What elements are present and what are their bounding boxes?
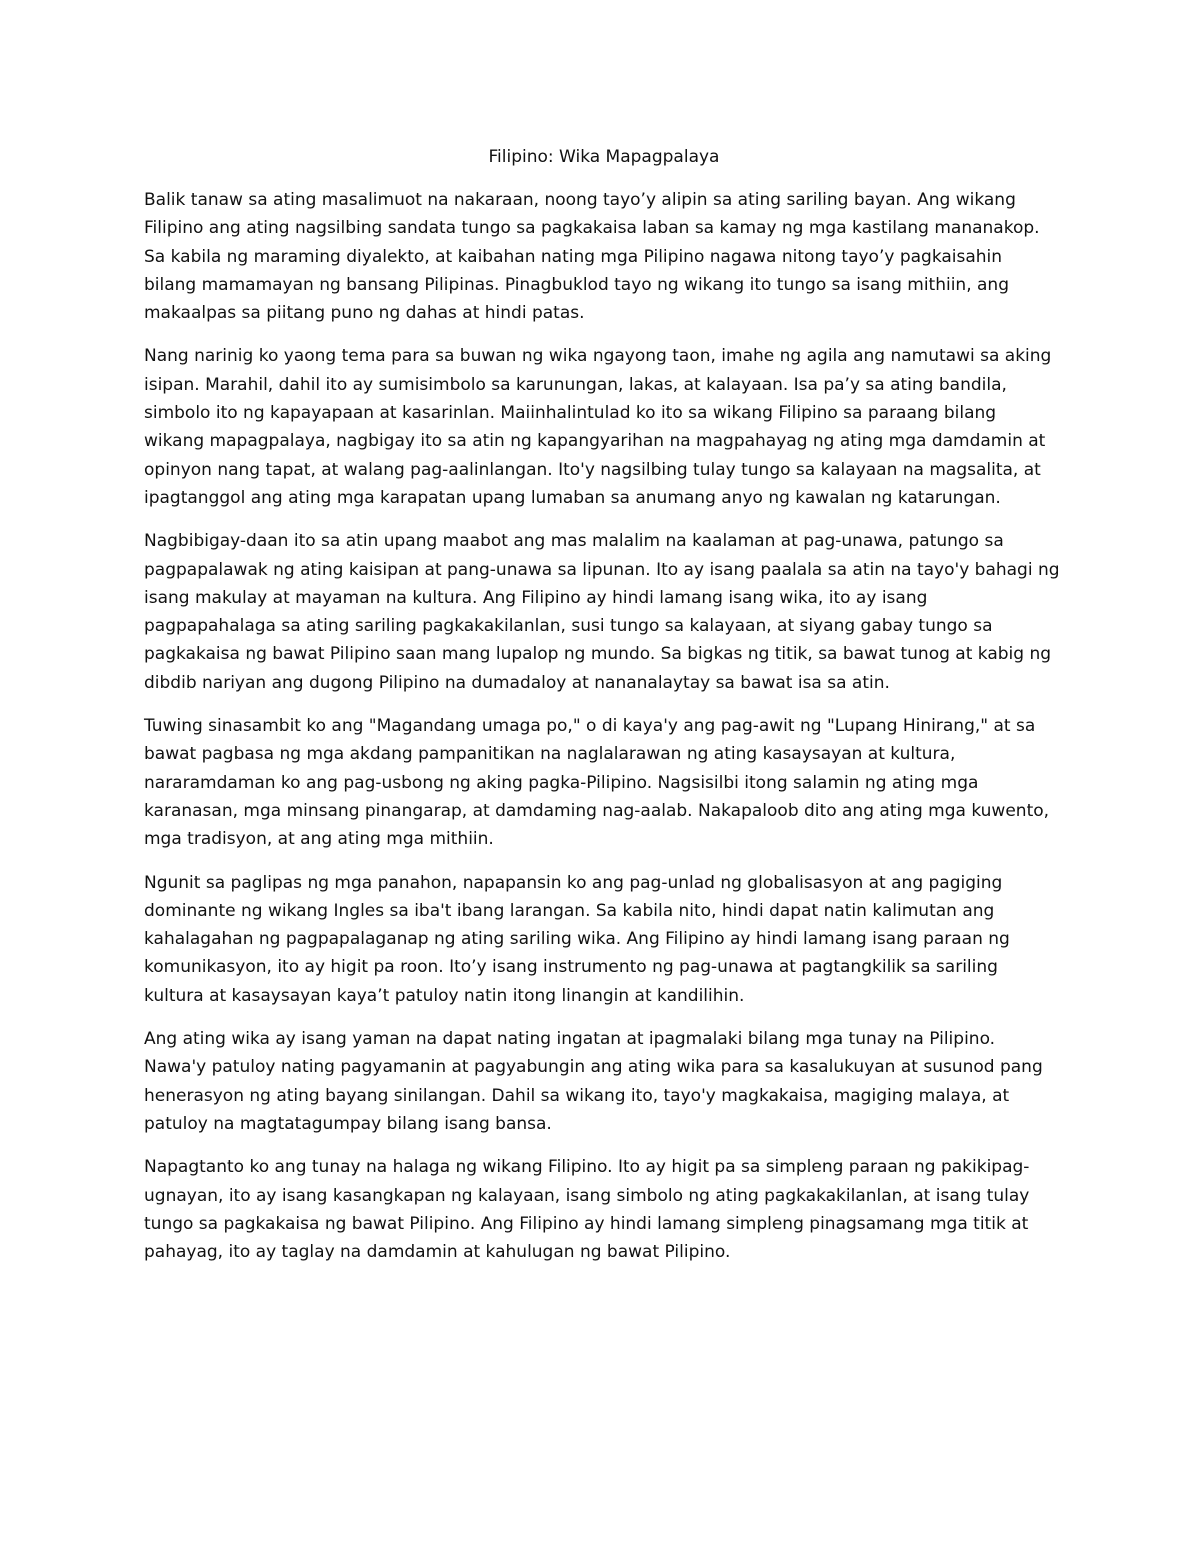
paragraph-line: Napagtanto ko ang tunay na halaga ng wikang Filipino. Ito ay higit pa sa simpleng paraan ng pakikipag-	[144, 1157, 1030, 1178]
paragraph-7	[144, 1153, 1064, 1266]
paragraph-6	[144, 1025, 1064, 1138]
paragraph-1	[144, 186, 1064, 327]
paragraph-line: bilang mamamayan ng bansang Pilipinas. Pinagbuklod tayo ng wikang ito tungo sa isang mithiin, ang	[144, 274, 1009, 295]
paragraph-line: tungo sa pagkakaisa ng bawat Pilipino. Ang Filipino ay hindi lamang simpleng pinagsamang mga titik at	[144, 1213, 1029, 1234]
paragraph-line: komunikasyon, ito ay higit pa roon. Ito’y isang instrumento ng pag-unawa at pagtangkilik sa sariling	[144, 957, 998, 978]
paragraph-line: opinyon nang tapat, at walang pag-aalinlangan. Ito'y nagsilbing tulay tungo sa kalayaan na magsalita, at	[144, 459, 1041, 480]
paragraph-4	[144, 712, 1064, 853]
paragraph-line: nararamdaman ko ang pag-usbong ng aking pagka-Pilipino. Nagsisilbi itong salamin ng ating mga	[144, 772, 979, 793]
paragraph-line: kahalagahan ng pagpapalaganap ng ating sariling wika. Ang Filipino ay hindi lamang isang paraan ng	[144, 929, 1010, 950]
paragraph-line: Ngunit sa paglipas ng mga panahon, napapansin ko ang pag-unlad ng globalisasyon at ang pagiging	[144, 872, 1003, 893]
paragraph-line: karanasan, mga minsang pinangarap, at damdaming nag-aalab. Nakapaloob dito ang ating mga kuwento,	[144, 800, 1050, 821]
paragraph-line: Filipino ang ating nagsilbing sandata tungo sa pagkakaisa laban sa kamay ng mga kastilang mananakop.	[144, 218, 1040, 239]
paragraph-line: henerasyon ng ating bayang sinilangan. Dahil sa wikang ito, tayo'y magkakaisa, magiging malaya, at	[144, 1085, 1010, 1106]
paragraph-line: Sa kabila ng maraming diyalekto, at kaibahan nating mga Pilipino nagawa nitong tayo’y pagkaisahin	[144, 246, 1003, 267]
paragraphs-container	[144, 186, 1064, 1266]
paragraph-2	[144, 342, 1064, 512]
paragraph-5	[144, 869, 1064, 1010]
paragraph-line: Nang narinig ko yaong tema para sa buwan ng wika ngayong taon, imahe ng agila ang namutawi sa aking	[144, 346, 1052, 367]
paragraph-line: bawat pagbasa ng mga akdang pampanitikan na naglalarawan ng ating kasaysayan at kultura,	[144, 744, 956, 765]
paragraph-line: dominante ng wikang Ingles sa iba't ibang larangan. Sa kabila nito, hindi dapat natin kalimutan ang	[144, 900, 995, 921]
paragraph-line: Tuwing sinasambit ko ang "Magandang umaga po," o di kaya'y ang pag-awit ng "Lupang Hinirang," at sa	[144, 716, 1036, 737]
paragraph-line: wikang mapagpalaya, nagbigay ito sa atin ng kapangyarihan na magpahayag ng ating mga damdamin at	[144, 431, 1046, 452]
paragraph-line: dibdib nariyan ang dugong Pilipino na dumadaloy at nananalaytay sa bawat isa sa atin.	[144, 672, 890, 693]
paragraph-line: Nawa'y patuloy nating pagyamanin at pagyabungin ang ating wika para sa kasalukuyan at susunod pang	[144, 1057, 1043, 1078]
paragraph-line: Ang ating wika ay isang yaman na dapat nating ingatan at ipagmalaki bilang mga tunay na Pilipino.	[144, 1029, 996, 1050]
paragraph-line: makaalpas sa piitang puno ng dahas at hindi patas.	[144, 303, 585, 324]
paragraph-line: pagpapalawak ng ating kaisipan at pang-unawa sa lipunan. Ito ay isang paalala sa atin na tayo'y bahagi ng	[144, 559, 1060, 580]
paragraph-line: Nagbibigay-daan ito sa atin upang maabot ang mas malalim na kaalaman at pag-unawa, patungo sa	[144, 531, 1004, 552]
paragraph-line: simbolo ito ng kapayapaan at kasarinlan. Maiinhalintulad ko ito sa wikang Filipino sa paraang bilang	[144, 403, 997, 424]
document-body	[144, 143, 1064, 1281]
paragraph-line: pagpapahalaga sa ating sariling pagkakakilanlan, susi tungo sa kalayaan, at siyang gabay tungo sa	[144, 616, 993, 637]
paragraph-line: ugnayan, ito ay isang kasangkapan ng kalayaan, isang simbolo ng ating pagkakakilanlan, at isang tulay	[144, 1185, 1030, 1206]
paragraph-line: isipan. Marahil, dahil ito ay sumisimbolo sa karunungan, lakas, at kalayaan. Isa pa’y sa ating bandila,	[144, 374, 1007, 395]
paragraph-3	[144, 527, 1064, 697]
paragraph-line: ipagtanggol ang ating mga karapatan upang lumaban sa anumang anyo ng kawalan ng katarungan.	[144, 487, 1001, 508]
paragraph-line: kultura at kasaysayan kaya’t patuloy natin itong linangin at kandilihin.	[144, 985, 745, 1006]
document-title: Filipino: Wika Mapagpalaya	[488, 147, 720, 167]
paragraph-line: pagkakaisa ng bawat Pilipino saan mang lupalop ng mundo. Sa bigkas ng titik, sa bawat tunog at kabig ng	[144, 644, 1052, 665]
paragraph-line: pahayag, ito ay taglay na damdamin at kahulugan ng bawat Pilipino.	[144, 1242, 731, 1263]
paragraph-line: mga tradisyon, at ang ating mga mithiin.	[144, 829, 494, 850]
paragraph-line: patuloy na magtatagumpay bilang isang bansa.	[144, 1113, 552, 1134]
paragraph-line: Balik tanaw sa ating masalimuot na nakaraan, noong tayo’y alipin sa ating sariling bayan. Ang wikang	[144, 190, 1016, 210]
paragraph-line: isang makulay at mayaman na kultura. Ang Filipino ay hindi lamang isang wika, ito ay isang	[144, 587, 928, 608]
